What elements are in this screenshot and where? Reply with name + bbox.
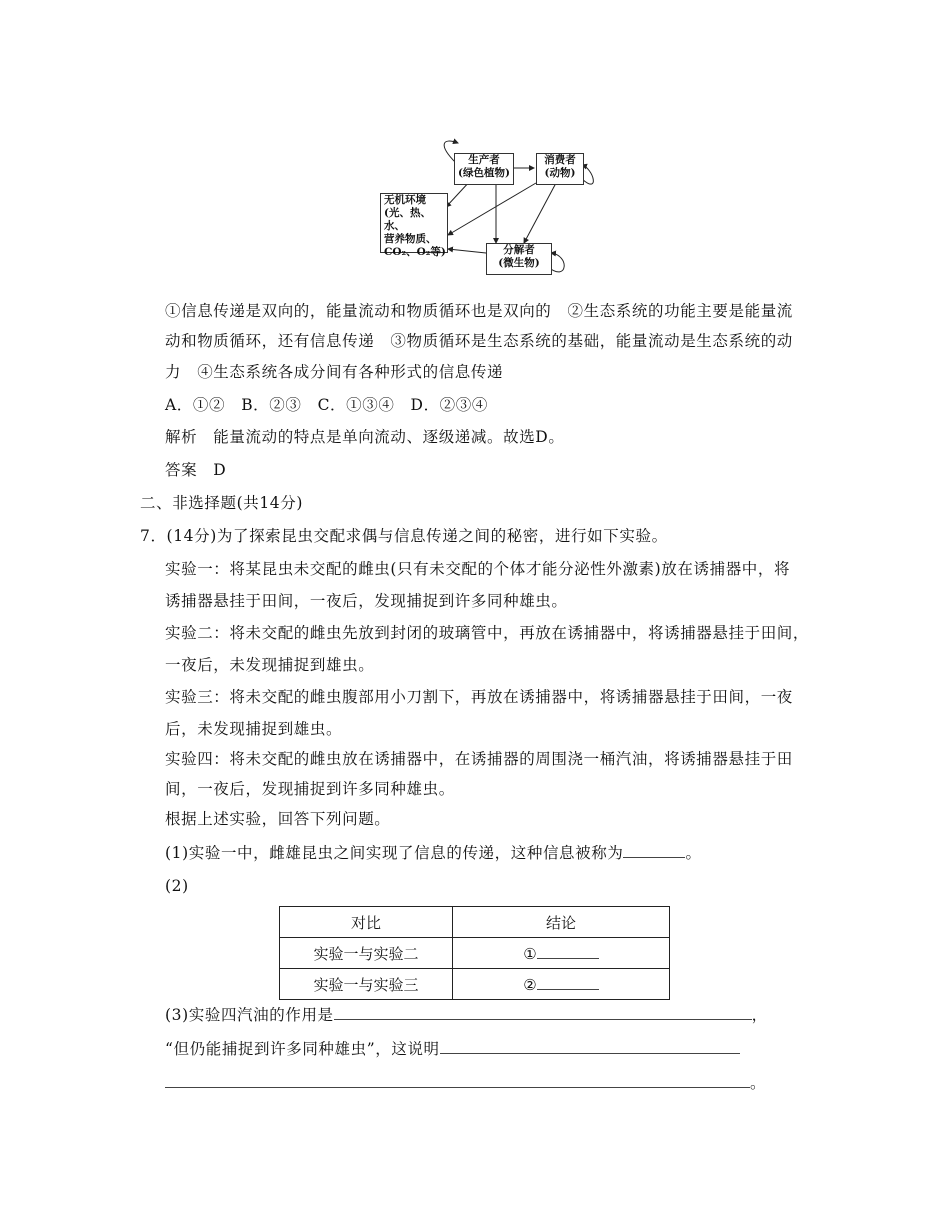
experiment-2-line-2: 一夜后，未发现捕捉到雄虫。 [165,656,375,674]
experiment-1-line-2: 诱捕器悬挂于田间，一夜后，发现捕捉到许多同种雄虫。 [165,592,568,610]
environment-line-2: (光、热、水、 [384,207,431,232]
analysis: 解析 能量流动的特点是单向流动、逐级递减。故选D。 [165,428,565,446]
experiment-3-line-1: 实验三：将未交配的雌虫腹部用小刀割下，再放在诱捕器中，将诱捕器悬挂于田间，一夜 [165,688,793,706]
sub-question-3-line-2 [165,1038,740,1060]
producer-box [454,153,514,185]
sub-question-3-line-3 [165,1072,766,1094]
experiment-3-line-2: 后，未发现捕捉到雄虫。 [165,720,343,738]
answer-options: A．①② B．②③ C．①③④ D．②③④ [165,396,488,414]
producer-sub: (绿色植物) [458,167,510,179]
conclusion-mark: ① [523,944,537,963]
environment-box [380,193,448,258]
table-cell-conclusion [453,969,670,1000]
table-header-row [280,907,670,938]
environment-line-3: 营养物质、 [384,233,437,245]
table-cell-compare: 实验一与实验二 [280,938,453,969]
section-title: 二、非选择题(共14分) [140,494,304,512]
decomposer-label: 分解者 [503,244,535,256]
table-header-compare: 对比 [280,907,453,938]
sub-question-3-text: (3)实验四汽油的作用是 [165,1006,334,1024]
decomposer-sub: (微生物) [498,257,540,269]
decomposer-box [486,243,552,275]
sub-question-3 [165,1004,768,1026]
answer-blank-1[interactable] [623,843,685,858]
consumer-box [536,153,584,185]
answer-blank-2[interactable] [537,944,599,959]
ecosystem-diagram [376,135,616,285]
statement-line-2: 动和物质循环，还有信息传递 ③物质循环是生态系统的基础，能量流动是生态系统的动 [165,332,793,350]
environment-label: 无机环境 [384,194,426,206]
sub-question-1-text: (1)实验一中，雌雄昆虫之间实现了信息的传递，这种信息被称为 [165,844,624,862]
statement-line-1: ①信息传递是双向的，能量流动和物质循环也是双向的 ②生态系统的功能主要是能量流 [165,302,793,320]
answer-blank-4[interactable] [334,1005,752,1020]
sub-question-2: (2) [165,877,189,895]
consumer-label: 消费者 [544,154,576,166]
sub-question-3b-text: “但仍能捕捉到许多同种雄虫”，这说明 [165,1040,440,1058]
table-header-conclusion: 结论 [453,907,670,938]
answer: 答案 D [165,461,227,479]
answer-blank-6[interactable] [165,1073,750,1088]
experiment-2-line-1: 实验二：将未交配的雌虫先放到封闭的玻璃管中，再放在诱捕器中，将诱捕器悬挂于田间， [165,624,810,642]
statement-line-3: 力 ④生态系统各成分间有各种形式的信息传递 [165,363,504,381]
sub-question-1 [165,842,702,864]
question-stem: 7．(14分)为了探索昆虫交配求偶与信息传递之间的秘密，进行如下实验。 [140,527,668,545]
sub-question-3-end: 。 [750,1074,767,1092]
experiment-4-line-2: 间，一夜后，发现捕捉到许多同种雄虫。 [165,780,455,798]
conclusion-mark: ② [523,975,537,994]
table-cell-conclusion [453,938,670,969]
comparison-table [279,906,670,1000]
answer-blank-5[interactable] [440,1039,740,1054]
consumer-sub: (动物) [544,167,576,179]
table-row [280,938,670,969]
environment-line-4: CO₂、O₂等) [384,246,446,258]
table-row [280,969,670,1000]
experiment-4-line-1: 实验四：将未交配的雌虫放在诱捕器中，在诱捕器的周围浇一桶汽油，将诱捕器悬挂于田 [165,750,793,768]
producer-label: 生产者 [468,154,500,166]
answer-blank-3[interactable] [537,975,599,990]
sub-question-3-comma: ， [751,1006,768,1024]
experiment-1-line-1: 实验一：将某昆虫未交配的雌虫(只有未交配的个体才能分泌性外激素)放在诱捕器中，将 [165,560,791,578]
table-cell-compare: 实验一与实验三 [280,969,453,1000]
question-prompt: 根据上述实验，回答下列问题。 [165,810,391,828]
sub-question-1-end: 。 [685,844,702,862]
